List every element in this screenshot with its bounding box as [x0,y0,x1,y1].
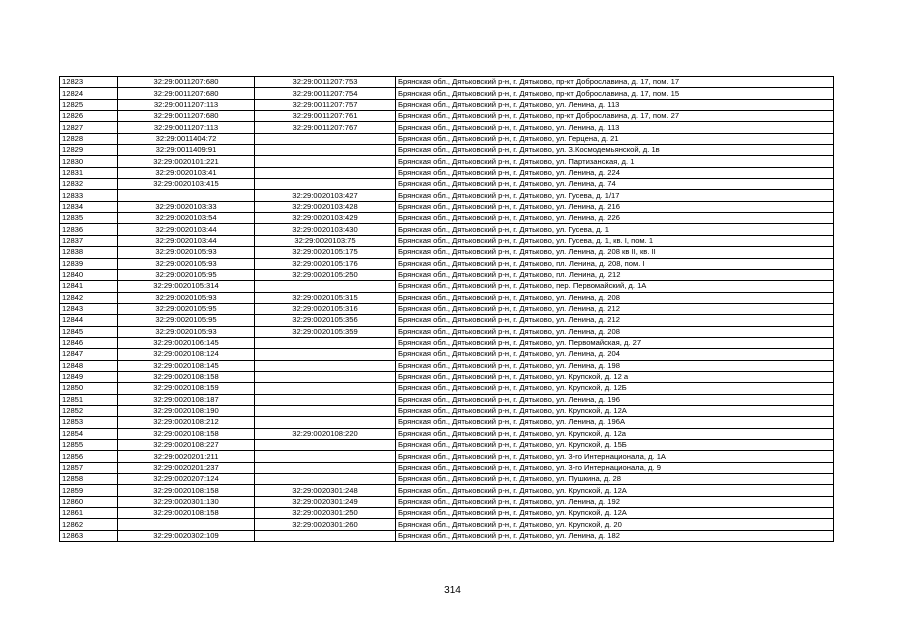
table-row [60,99,834,110]
cadastral-number-cell [255,337,396,348]
row-number-cell: 12829 [60,145,118,156]
address-cell: Брянская обл., Дятьковский р-н, г. Дятьково, ул. З.Космодемьянской, д. 1в [396,145,834,156]
cadastral-register-table [59,76,834,542]
row-number-cell: 12846 [60,337,118,348]
parent-cadastral-number-cell: 32:29:0020105:93 [118,247,255,258]
table-row [60,201,834,212]
table-row [60,258,834,269]
table-row [60,326,834,337]
cadastral-number-cell: 32:29:0020301:260 [255,519,396,530]
cadastral-number-cell: 32:29:0020105:356 [255,315,396,326]
parent-cadastral-number-cell: 32:29:0020108:159 [118,383,255,394]
address-cell: Брянская обл., Дятьковский р-н, г. Дятьково, пер. Первомайский, д. 1А [396,281,834,292]
table-row [60,122,834,133]
table-row [60,360,834,371]
address-cell: Брянская обл., Дятьковский р-н, г. Дятьково, ул. Крупской, д. 12 а [396,371,834,382]
parent-cadastral-number-cell: 32:29:0011207:680 [118,111,255,122]
row-number-cell: 12862 [60,519,118,530]
cadastral-number-cell: 32:29:0020105:359 [255,326,396,337]
table-row [60,496,834,507]
cadastral-number-cell [255,462,396,473]
cadastral-number-cell: 32:29:0020301:248 [255,485,396,496]
parent-cadastral-number-cell: 32:29:0011207:113 [118,99,255,110]
address-cell: Брянская обл., Дятьковский р-н, г. Дятьково, ул. Ленина, д. 212 [396,315,834,326]
table-row [60,474,834,485]
address-cell: Брянская обл., Дятьковский р-н, г. Дятьково, пл. Ленина, д. 212 [396,269,834,280]
address-cell: Брянская обл., Дятьковский р-н, г. Дятьково, ул. Крупской, д. 12Б [396,383,834,394]
row-number-cell: 12859 [60,485,118,496]
parent-cadastral-number-cell: 32:29:0011207:680 [118,77,255,88]
address-cell: Брянская обл., Дятьковский р-н, г. Дятьково, ул. Ленина, д. 198 [396,360,834,371]
cadastral-number-cell: 32:29:0020105:175 [255,247,396,258]
parent-cadastral-number-cell: 32:29:0020201:211 [118,451,255,462]
row-number-cell: 12839 [60,258,118,269]
cadastral-number-cell [255,530,396,541]
parent-cadastral-number-cell: 32:29:0011207:680 [118,88,255,99]
parent-cadastral-number-cell: 32:29:0020103:54 [118,213,255,224]
parent-cadastral-number-cell: 32:29:0020105:95 [118,315,255,326]
address-cell: Брянская обл., Дятьковский р-н, г. Дятьково, ул. Ленина, д. 113 [396,122,834,133]
table-row [60,485,834,496]
row-number-cell: 12861 [60,508,118,519]
table-row [60,303,834,314]
table-row [60,417,834,428]
address-cell: Брянская обл., Дятьковский р-н, г. Дятьково, ул. Ленина, д. 192 [396,496,834,507]
row-number-cell: 12856 [60,451,118,462]
page-number: 314 [444,585,461,596]
row-number-cell: 12842 [60,292,118,303]
cadastral-number-cell: 32:29:0020103:429 [255,213,396,224]
table-row [60,394,834,405]
cadastral-number-cell: 32:29:0020103:427 [255,190,396,201]
row-number-cell: 12841 [60,281,118,292]
address-cell: Брянская обл., Дятьковский р-н, г. Дятьково, ул. Ленина, д. 216 [396,201,834,212]
parent-cadastral-number-cell: 32:29:0020108:124 [118,349,255,360]
address-cell: Брянская обл., Дятьковский р-н, г. Дятьково, ул. Ленина, д. 204 [396,349,834,360]
cadastral-number-cell: 32:29:0020301:250 [255,508,396,519]
address-cell: Брянская обл., Дятьковский р-н, г. Дятьково, ул. Ленина, д. 224 [396,167,834,178]
table-row [60,451,834,462]
address-cell: Брянская обл., Дятьковский р-н, г. Дятьково, ул. Пушкина, д. 28 [396,474,834,485]
cadastral-number-cell [255,360,396,371]
row-number-cell: 12853 [60,417,118,428]
row-number-cell: 12836 [60,224,118,235]
table-row [60,224,834,235]
row-number-cell: 12863 [60,530,118,541]
row-number-cell: 12824 [60,88,118,99]
address-cell: Брянская обл., Дятьковский р-н, г. Дятьково, ул. Ленина, д. 196 [396,394,834,405]
address-cell: Брянская обл., Дятьковский р-н, г. Дятьково, ул. Партизанская, д. 1 [396,156,834,167]
row-number-cell: 12833 [60,190,118,201]
table-body [60,77,834,542]
parent-cadastral-number-cell: 32:29:0020103:44 [118,224,255,235]
address-cell: Брянская обл., Дятьковский р-н, г. Дятьково, ул. Крупской, д. 12а [396,428,834,439]
cadastral-number-cell [255,281,396,292]
row-number-cell: 12843 [60,303,118,314]
row-number-cell: 12826 [60,111,118,122]
parent-cadastral-number-cell: 32:29:0020201:237 [118,462,255,473]
cadastral-number-cell: 32:29:0011207:761 [255,111,396,122]
table-row [60,167,834,178]
address-cell: Брянская обл., Дятьковский р-н, г. Дятьково, ул. Гусева, д. 1/17 [396,190,834,201]
cadastral-number-cell [255,440,396,451]
row-number-cell: 12849 [60,371,118,382]
cadastral-number-cell [255,474,396,485]
cadastral-number-cell: 32:29:0020103:430 [255,224,396,235]
cadastral-number-cell: 32:29:0020301:249 [255,496,396,507]
address-cell: Брянская обл., Дятьковский р-н, г. Дятьково, ул. Ленина, д. 208 [396,326,834,337]
parent-cadastral-number-cell: 32:29:0020101:221 [118,156,255,167]
row-number-cell: 12837 [60,235,118,246]
cadastral-number-cell [255,179,396,190]
parent-cadastral-number-cell: 32:29:0020105:93 [118,292,255,303]
parent-cadastral-number-cell: 32:29:0011207:113 [118,122,255,133]
address-cell: Брянская обл., Дятьковский р-н, г. Дятьково, ул. Крупской, д. 12А [396,485,834,496]
parent-cadastral-number-cell: 32:29:0020108:158 [118,428,255,439]
table-row [60,235,834,246]
address-cell: Брянская обл., Дятьковский р-н, г. Дятьково, ул. Герцена, д. 21 [396,133,834,144]
row-number-cell: 12831 [60,167,118,178]
cadastral-number-cell: 32:29:0020105:250 [255,269,396,280]
parent-cadastral-number-cell: 32:29:0020105:95 [118,269,255,280]
address-cell: Брянская обл., Дятьковский р-н, г. Дятьково, ул. 3-го Интернационала, д. 9 [396,462,834,473]
table-row [60,77,834,88]
row-number-cell: 12840 [60,269,118,280]
address-cell: Брянская обл., Дятьковский р-н, г. Дятьково, ул. Крупской, д. 12А [396,405,834,416]
address-cell: Брянская обл., Дятьковский р-н, г. Дятьково, ул. Ленина, д. 182 [396,530,834,541]
parent-cadastral-number-cell: 32:29:0020207:124 [118,474,255,485]
table-row [60,462,834,473]
cadastral-number-cell: 32:29:0020105:315 [255,292,396,303]
address-cell: Брянская обл., Дятьковский р-н, г. Дятьково, пр-кт Доброславина, д. 17, пом. 15 [396,88,834,99]
parent-cadastral-number-cell: 32:29:0020302:109 [118,530,255,541]
row-number-cell: 12838 [60,247,118,258]
table-row [60,337,834,348]
address-cell: Брянская обл., Дятьковский р-н, г. Дятьково, пл. Ленина, д. 208, пом. I [396,258,834,269]
address-cell: Брянская обл., Дятьковский р-н, г. Дятьково, ул. Ленина, д. 74 [396,179,834,190]
address-cell: Брянская обл., Дятьковский р-н, г. Дятьково, ул. Крупской, д. 12А [396,508,834,519]
parent-cadastral-number-cell: 32:29:0020103:41 [118,167,255,178]
parent-cadastral-number-cell: 32:29:0020301:130 [118,496,255,507]
address-cell: Брянская обл., Дятьковский р-н, г. Дятьково, пр-кт Доброславина, д. 17, пом. 17 [396,77,834,88]
table-row [60,88,834,99]
row-number-cell: 12851 [60,394,118,405]
row-number-cell: 12855 [60,440,118,451]
cadastral-number-cell: 32:29:0020103:428 [255,201,396,212]
address-cell: Брянская обл., Дятьковский р-н, г. Дятьково, ул. Ленина, д. 196А [396,417,834,428]
table-row [60,292,834,303]
cadastral-number-cell [255,349,396,360]
row-number-cell: 12827 [60,122,118,133]
table-row [60,508,834,519]
parent-cadastral-number-cell: 32:29:0020108:212 [118,417,255,428]
table-row [60,383,834,394]
table-row [60,156,834,167]
table-row [60,349,834,360]
parent-cadastral-number-cell: 32:29:0020108:158 [118,371,255,382]
address-cell: Брянская обл., Дятьковский р-н, г. Дятьково, ул. Крупской, д. 20 [396,519,834,530]
address-cell: Брянская обл., Дятьковский р-н, г. Дятьково, ул. Ленина, д. 113 [396,99,834,110]
row-number-cell: 12834 [60,201,118,212]
table-row [60,247,834,258]
address-cell: Брянская обл., Дятьковский р-н, г. Дятьково, ул. Гусева, д. 1 [396,224,834,235]
parent-cadastral-number-cell [118,519,255,530]
parent-cadastral-number-cell: 32:29:0020108:187 [118,394,255,405]
address-cell: Брянская обл., Дятьковский р-н, г. Дятьково, ул. Ленина, д. 226 [396,213,834,224]
row-number-cell: 12850 [60,383,118,394]
parent-cadastral-number-cell: 32:29:0020108:158 [118,508,255,519]
row-number-cell: 12845 [60,326,118,337]
table-row [60,440,834,451]
table-row [60,371,834,382]
cadastral-number-cell [255,133,396,144]
cadastral-number-cell: 32:29:0020103:75 [255,235,396,246]
table-row [60,269,834,280]
row-number-cell: 12847 [60,349,118,360]
cadastral-number-cell [255,156,396,167]
parent-cadastral-number-cell: 32:29:0020105:314 [118,281,255,292]
parent-cadastral-number-cell: 32:29:0020103:44 [118,235,255,246]
parent-cadastral-number-cell: 32:29:0020108:190 [118,405,255,416]
cadastral-number-cell [255,145,396,156]
row-number-cell: 12828 [60,133,118,144]
parent-cadastral-number-cell: 32:29:0020108:227 [118,440,255,451]
table-row [60,530,834,541]
parent-cadastral-number-cell: 32:29:0020106:145 [118,337,255,348]
row-number-cell: 12858 [60,474,118,485]
table-row [60,519,834,530]
address-cell: Брянская обл., Дятьковский р-н, г. Дятьково, ул. 3-го Интернационала, д. 1А [396,451,834,462]
row-number-cell: 12860 [60,496,118,507]
address-cell: Брянская обл., Дятьковский р-н, г. Дятьково, ул. Гусева, д. 1, кв. I, пом. 1 [396,235,834,246]
cadastral-number-cell [255,371,396,382]
parent-cadastral-number-cell: 32:29:0011409:91 [118,145,255,156]
row-number-cell: 12844 [60,315,118,326]
parent-cadastral-number-cell [118,190,255,201]
cadastral-number-cell: 32:29:0011207:754 [255,88,396,99]
address-cell: Брянская обл., Дятьковский р-н, г. Дятьково, ул. Крупской, д. 15Б [396,440,834,451]
row-number-cell: 12825 [60,99,118,110]
row-number-cell: 12830 [60,156,118,167]
parent-cadastral-number-cell: 32:29:0020108:145 [118,360,255,371]
cadastral-number-cell: 32:29:0011207:757 [255,99,396,110]
row-number-cell: 12852 [60,405,118,416]
cadastral-number-cell [255,167,396,178]
parent-cadastral-number-cell: 32:29:0020108:158 [118,485,255,496]
row-number-cell: 12848 [60,360,118,371]
table-row [60,145,834,156]
table-row [60,111,834,122]
cadastral-number-cell: 32:29:0020105:316 [255,303,396,314]
cadastral-number-cell: 32:29:0011207:753 [255,77,396,88]
cadastral-number-cell: 32:29:0020105:176 [255,258,396,269]
parent-cadastral-number-cell: 32:29:0020105:93 [118,326,255,337]
cadastral-number-cell [255,451,396,462]
cadastral-number-cell [255,405,396,416]
row-number-cell: 12835 [60,213,118,224]
table-row [60,428,834,439]
table-row [60,315,834,326]
cadastral-number-cell [255,394,396,405]
parent-cadastral-number-cell: 32:29:0020105:93 [118,258,255,269]
row-number-cell: 12857 [60,462,118,473]
row-number-cell: 12854 [60,428,118,439]
cadastral-number-cell: 32:29:0011207:767 [255,122,396,133]
table-row [60,213,834,224]
parent-cadastral-number-cell: 32:29:0020105:95 [118,303,255,314]
cadastral-number-cell: 32:29:0020108:220 [255,428,396,439]
address-cell: Брянская обл., Дятьковский р-н, г. Дятьково, ул. Ленина, д. 208 кв II, кв. II [396,247,834,258]
table-row [60,405,834,416]
table-row [60,179,834,190]
parent-cadastral-number-cell: 32:29:0020103:415 [118,179,255,190]
address-cell: Брянская обл., Дятьковский р-н, г. Дятьково, ул. Ленина, д. 208 [396,292,834,303]
parent-cadastral-number-cell: 32:29:0020103:33 [118,201,255,212]
table-row [60,190,834,201]
address-cell: Брянская обл., Дятьковский р-н, г. Дятьково, ул. Первомайская, д. 27 [396,337,834,348]
address-cell: Брянская обл., Дятьковский р-н, г. Дятьково, пр-кт Доброславина, д. 17, пом. 27 [396,111,834,122]
table-row [60,133,834,144]
table-row [60,281,834,292]
row-number-cell: 12832 [60,179,118,190]
row-number-cell: 12823 [60,77,118,88]
cadastral-number-cell [255,417,396,428]
cadastral-number-cell [255,383,396,394]
address-cell: Брянская обл., Дятьковский р-н, г. Дятьково, ул. Ленина, д. 212 [396,303,834,314]
parent-cadastral-number-cell: 32:29:0011404:72 [118,133,255,144]
